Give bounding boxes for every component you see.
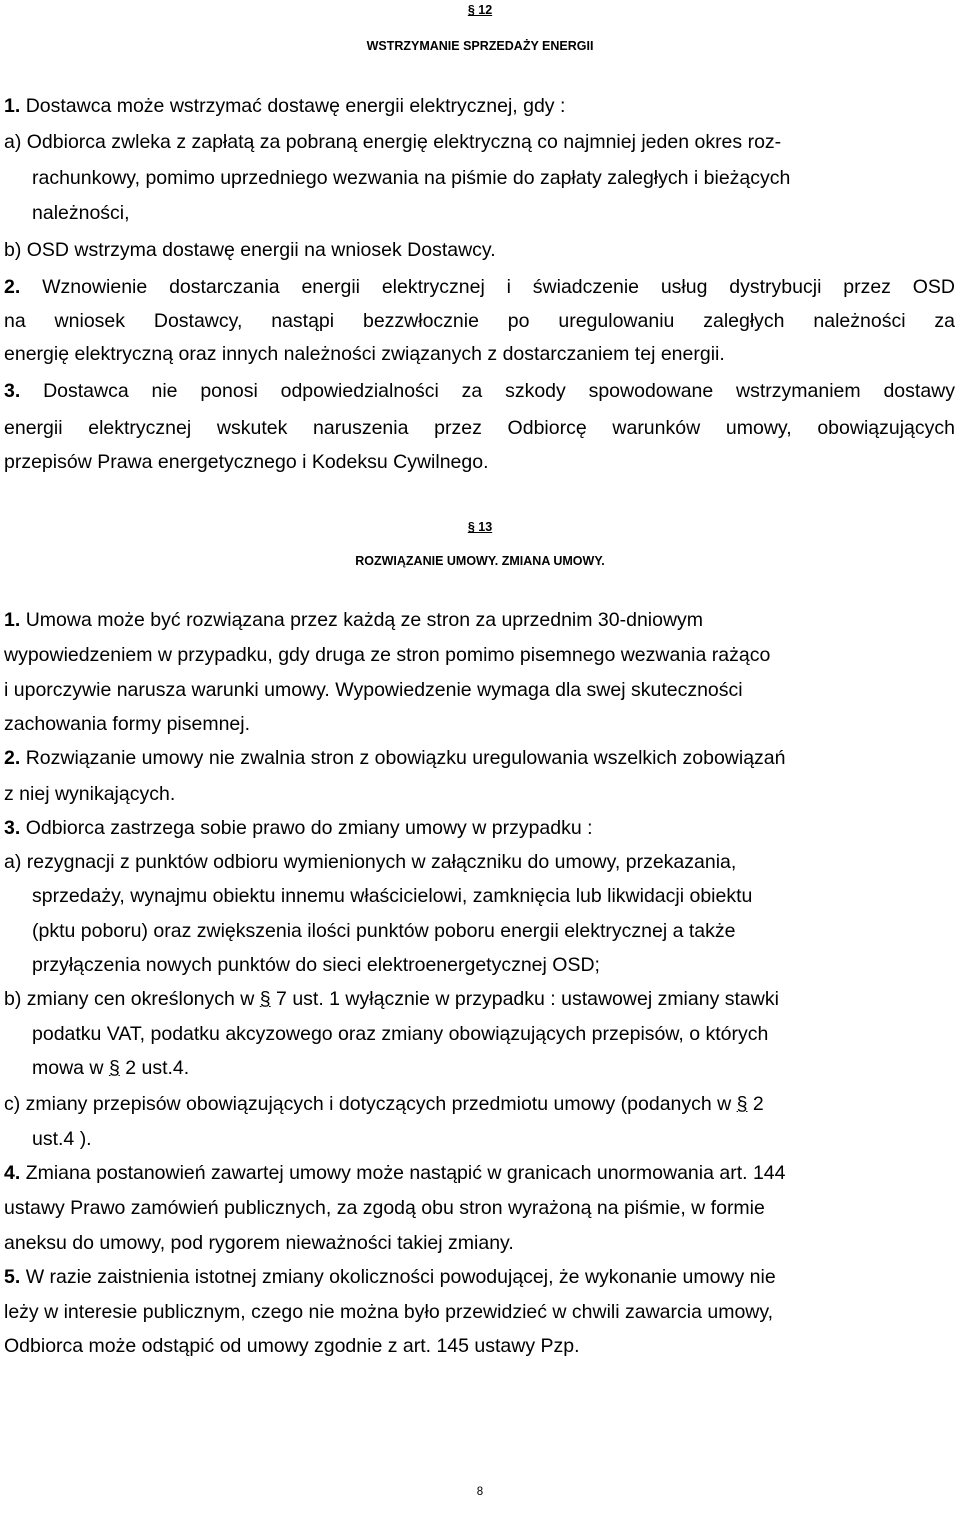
s13-point-3-number: 3. bbox=[4, 817, 21, 839]
s13-point-3c-text-pre: c) zmiany przepisów obowiązujących i dotyczących przedmiotu umowy (podanych w bbox=[4, 1093, 737, 1115]
s12-point-3-line-3: przepisów Prawa energetycznego i Kodeksu Cywilnego. bbox=[4, 451, 489, 473]
s12-point-1-number: 1. bbox=[4, 95, 21, 117]
s13-point-1-line-3: i uporczywie narusza warunki umowy. Wypowiedzenie wymaga dla swej skuteczności bbox=[4, 679, 743, 701]
s13-point-3b-line-1 bbox=[4, 987, 779, 1011]
s13-point-2-line-1 bbox=[4, 746, 785, 770]
s13-point-3b3-text-pre: mowa w bbox=[32, 1057, 109, 1079]
s13-point-4-line-1 bbox=[4, 1161, 785, 1185]
s13-point-2-text: Rozwiązanie umowy nie zwalnia stron z obowiązku uregulowania wszelkich zobowiązań bbox=[25, 747, 786, 769]
s13-point-5-number: 5. bbox=[4, 1266, 21, 1288]
s13-point-4-line-2: ustawy Prawo zamówień publicznych, za zgodą obu stron wyrażoną na piśmie, w formie bbox=[4, 1197, 765, 1219]
s13-point-3b-line-3 bbox=[32, 1056, 189, 1080]
s12-point-3-line-2: energii elektrycznej wskutek naruszenia przez Odbiorcę warunków umowy, obowiązujących bbox=[4, 417, 955, 439]
s13-point-4-text: Zmiana postanowień zawartej umowy może nastąpić w granicach unormowania art. 144 bbox=[25, 1162, 786, 1184]
s12-point-1b-line-1: b) OSD wstrzyma dostawę energii na wniosek Dostawcy. bbox=[4, 239, 496, 261]
s13-point-1-line-2: wypowiedzeniem w przypadku, gdy druga ze stron pomimo pisemnego wezwania rażąco bbox=[4, 644, 771, 666]
s13-point-1-line-1 bbox=[4, 608, 703, 632]
s12-point-1a-line-2: rachunkowy, pomimo uprzedniego wezwania na piśmie do zapłaty zaległych i bieżących bbox=[32, 167, 791, 189]
section-sign: § bbox=[259, 988, 271, 1010]
s13-point-5-text: W razie zaistnienia istotnej zmiany okoliczności powodującej, że wykonanie umowy nie bbox=[25, 1266, 776, 1288]
s13-point-5-line-3: Odbiorca może odstąpić od umowy zgodnie z art. 145 ustawy Pzp. bbox=[4, 1335, 580, 1357]
s13-point-3b-text-pre: b) zmiany cen określonych w bbox=[4, 988, 260, 1010]
s12-point-3-line-1 bbox=[4, 379, 955, 403]
s13-point-2-number: 2. bbox=[4, 747, 21, 769]
s13-point-3b3-text-post: 2 ust.4. bbox=[119, 1057, 190, 1079]
s12-point-2-text: Wznowienie dostarczania energii elektrycznej i świadczenie usług dystrybucji przez OSD bbox=[42, 276, 956, 298]
s12-point-1a-line-3: należności, bbox=[32, 202, 130, 224]
s13-point-3c-line-2: ust.4 ). bbox=[32, 1128, 92, 1150]
s12-point-2-line-3: energię elektryczną oraz innych należności związanych z dostarczaniem tej energii. bbox=[4, 343, 725, 365]
section-13-number-text: § 13 bbox=[467, 520, 493, 534]
section-12-title: WSTRZYMANIE SPRZEDAŻY ENERGII bbox=[366, 39, 594, 53]
section-13-title: ROZWIĄZANIE UMOWY. ZMIANA UMOWY. bbox=[355, 554, 605, 568]
page-number: 8 bbox=[476, 1486, 484, 1498]
s13-point-3c-text-post: 2 bbox=[747, 1093, 764, 1115]
s13-point-3b-line-2: podatku VAT, podatku akcyzowego oraz zmiany obowiązujących przepisów, o których bbox=[32, 1023, 769, 1045]
s13-point-3a-line-2: sprzedaży, wynajmu obiektu innemu właścicielowi, zamknięcia lub likwidacji obiektu bbox=[32, 885, 753, 907]
s12-point-3-number: 3. bbox=[4, 380, 21, 402]
section-12-number-text: § 12 bbox=[467, 3, 493, 17]
s13-point-1-text: Umowa może być rozwiązana przez każdą ze stron za uprzednim 30-dniowym bbox=[25, 609, 704, 631]
section-sign: § bbox=[736, 1093, 748, 1115]
s13-point-5-line-2: leży w interesie publicznym, czego nie można było przewidzieć w chwili zawarcia umowy, bbox=[4, 1301, 774, 1323]
section-12-number bbox=[0, 0, 960, 22]
s13-point-1-number: 1. bbox=[4, 609, 21, 631]
s12-point-2-line-1 bbox=[4, 275, 955, 299]
s12-point-2-number: 2. bbox=[4, 276, 21, 298]
s13-point-3-text: Odbiorca zastrzega sobie prawo do zmiany umowy w przypadku : bbox=[25, 817, 593, 839]
s13-point-2-line-2: z niej wynikających. bbox=[4, 783, 176, 805]
s13-point-4-line-3: aneksu do umowy, pod rygorem nieważności takiej zmiany. bbox=[4, 1232, 514, 1254]
section-13-number bbox=[0, 515, 960, 539]
s12-point-2-line-2: na wniosek Dostawcy, nastąpi bezzwłocznie po uregulowaniu zaległych należności za bbox=[4, 310, 955, 332]
s13-point-4-number: 4. bbox=[4, 1162, 21, 1184]
s12-point-1 bbox=[4, 94, 565, 118]
section-sign: § bbox=[108, 1057, 120, 1079]
s12-point-1a-line-1: a) Odbiorca zwleka z zapłatą za pobraną energię elektryczną co najmniej jeden okres roz- bbox=[4, 131, 782, 153]
s12-point-1-text: Dostawca może wstrzymać dostawę energii elektrycznej, gdy : bbox=[25, 95, 566, 117]
s13-point-3a-line-4: przyłączenia nowych punktów do sieci elektroenergetycznej OSD; bbox=[32, 954, 600, 976]
s13-point-3b-text-post: 7 ust. 1 wyłącznie w przypadku : ustawowej zmiany stawki bbox=[270, 988, 779, 1010]
s13-point-3c-line-1 bbox=[4, 1092, 764, 1116]
s13-point-5-line-1 bbox=[4, 1265, 776, 1289]
s13-point-3a-line-1: a) rezygnacji z punktów odbioru wymienionych w załączniku do umowy, przekazania, bbox=[4, 851, 737, 873]
s13-point-3a-line-3: (pktu poboru) oraz zwiększenia ilości punktów poboru energii elektrycznej a także bbox=[32, 920, 736, 942]
s12-point-3-text: Dostawca nie ponosi odpowiedzialności za szkody spowodowane wstrzymaniem dostawy bbox=[43, 380, 955, 402]
s13-point-1-line-4: zachowania formy pisemnej. bbox=[4, 713, 251, 735]
s13-point-3-line-1 bbox=[4, 816, 593, 840]
